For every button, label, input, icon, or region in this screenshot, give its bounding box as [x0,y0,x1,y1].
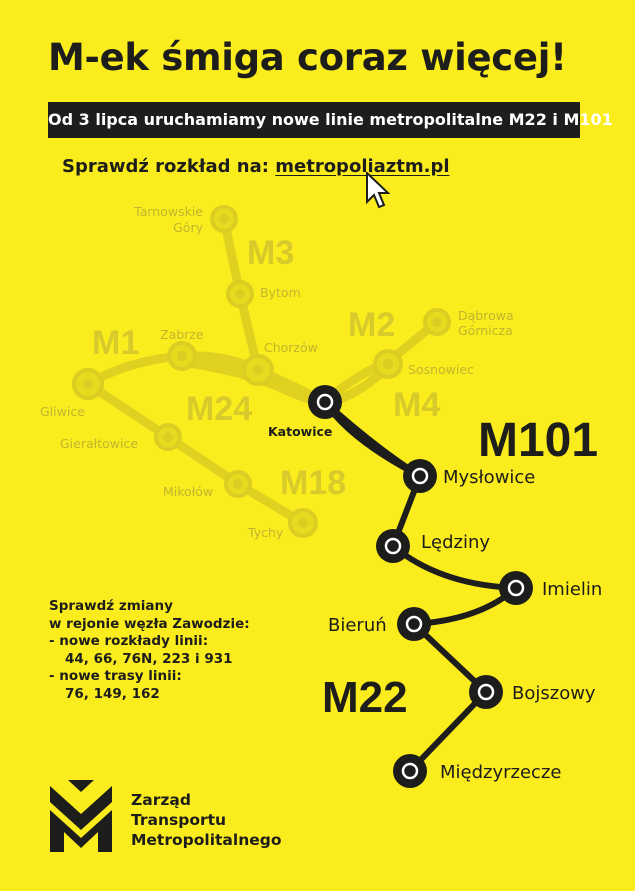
org-line-2: Transportu [131,811,227,829]
node-imielin [499,571,533,605]
station-label-zabrze: Zabrze [160,327,204,342]
changes-item-1-values: 44, 66, 76N, 223 i 931 [65,650,233,667]
line-label-m101: M101 [478,414,599,467]
org-line-3: Metropolitalnego [131,831,282,849]
announcement-banner: Od 3 lipca uruchamiamy nowe linie metropolitalne M22 i M101 [48,102,580,138]
station-label-bojszowy: Bojszowy [512,683,596,704]
node-katowice [308,385,342,419]
changes-title-2: w rejonie węzła Zawodzie: [49,615,250,632]
line-label-m18: M18 [280,464,347,502]
line-label-m2: M2 [348,306,396,344]
station-label-dabrowa: Dąbrowa [458,308,514,323]
station-label-gieraltowice: Gierałtowice [60,436,139,451]
changes-item-2: - nowe trasy linii: [49,668,182,684]
station-label-mikolow: Mikołów [163,484,214,499]
schedule-prefix: Sprawdź rozkład na: [62,156,269,177]
changes-item-2-values: 76, 149, 162 [65,685,160,702]
changes-item-1: - nowe rozkłady linii: [49,633,209,649]
station-label-imielin: Imielin [542,579,603,600]
schedule-link[interactable]: metropoliaztm.pl [275,156,450,177]
station-label-bierun: Bieruń [328,615,387,636]
station-label-gliwice: Gliwice [40,404,85,419]
node-myslowice [403,459,437,493]
headline: M-ek śmiga coraz więcej! [48,36,567,79]
org-line-1: Zarząd [131,791,191,809]
line-label-m24: M24 [186,390,253,428]
node-ledziny [376,529,410,563]
station-label-gory: Góry [173,220,203,235]
line-label-m4: M4 [393,386,441,424]
changes-notice [49,598,250,703]
station-label-ledziny: Lędziny [421,532,491,553]
ztm-logo-icon [50,780,112,852]
node-bierun [397,607,431,641]
station-label-sosnowiec: Sosnowiec [408,362,474,377]
station-label-tychy: Tychy [248,525,284,540]
station-label-chorzow: Chorzów [264,340,318,355]
node-miedzyrzecze [393,754,427,788]
line-label-m22: M22 [322,673,408,722]
station-label-gornicza: Górnicza [458,323,513,338]
line-label-m3: M3 [247,234,295,272]
station-label-tarnowskie: Tarnowskie [134,204,203,219]
changes-title-1: Sprawdź zmiany [49,598,173,614]
node-bojszowy [469,675,503,709]
station-label-miedzyrzecze: Międzyrzecze [440,762,562,783]
station-label-katowice: Katowice [268,424,333,439]
organization-name [131,790,281,850]
station-label-bytom: Bytom [260,285,301,300]
station-label-myslowice: Mysłowice [443,467,536,488]
line-label-m1: M1 [92,324,140,362]
